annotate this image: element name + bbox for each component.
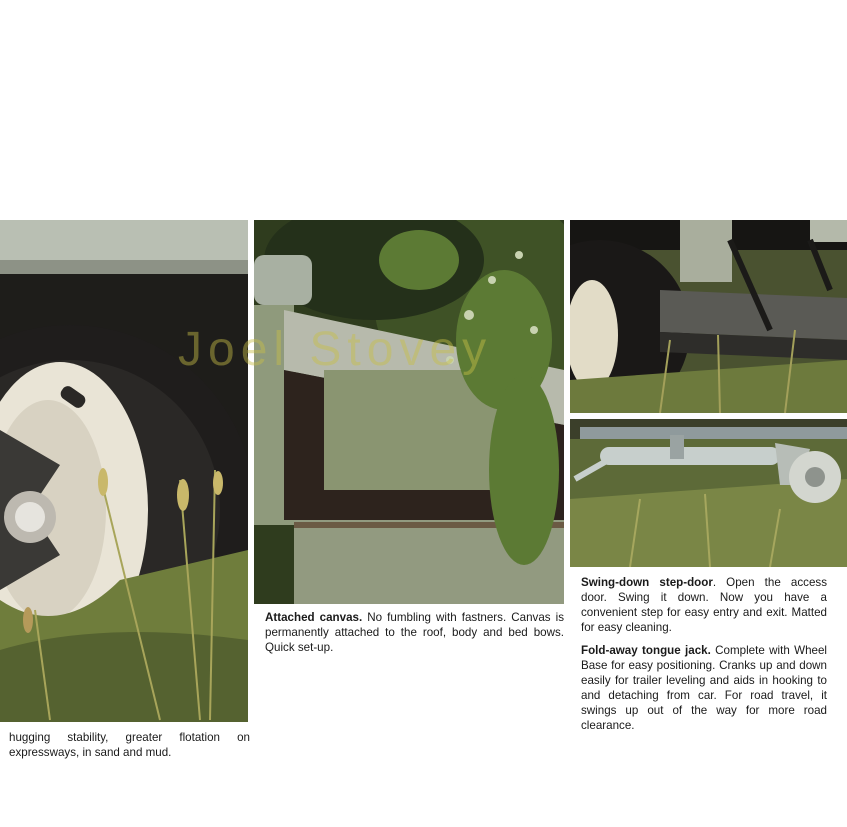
tongue-jack-caption-heading: Fold-away tongue jack. (581, 644, 711, 657)
tire-caption (9, 730, 250, 760)
step-door-photo (570, 220, 847, 413)
canvas-caption (265, 610, 564, 655)
tongue-jack-caption-body: Complete with Wheel Base for easy positioning. Cranks up and down easily for trailer leveling and aids in hooking to and detaching from car. For road travel, it swings up out of the way for more road clearance. (581, 644, 827, 732)
tongue-jack-caption (581, 643, 827, 733)
watermark: Joel Stovey (178, 323, 493, 376)
step-door-caption-heading: Swing-down step-door (581, 576, 713, 589)
step-door-caption-body: . Open the access door. Swing it down. Now you have a convenient step for easy entry and exit. Matted for easy cleaning. (581, 576, 827, 634)
step-door-caption (581, 575, 827, 635)
canvas-caption-body: No fumbling with fastners. Canvas is permanently attached to the roof, body and bed bows. Quick set-up. (265, 611, 564, 654)
tire-caption-body: hugging stability, greater flotation on expressways, in sand and mud. (9, 731, 250, 759)
canvas-photo (254, 220, 564, 604)
tire-photo (0, 220, 248, 722)
tongue-jack-photo (570, 419, 847, 567)
canvas-caption-heading: Attached canvas. (265, 611, 363, 624)
